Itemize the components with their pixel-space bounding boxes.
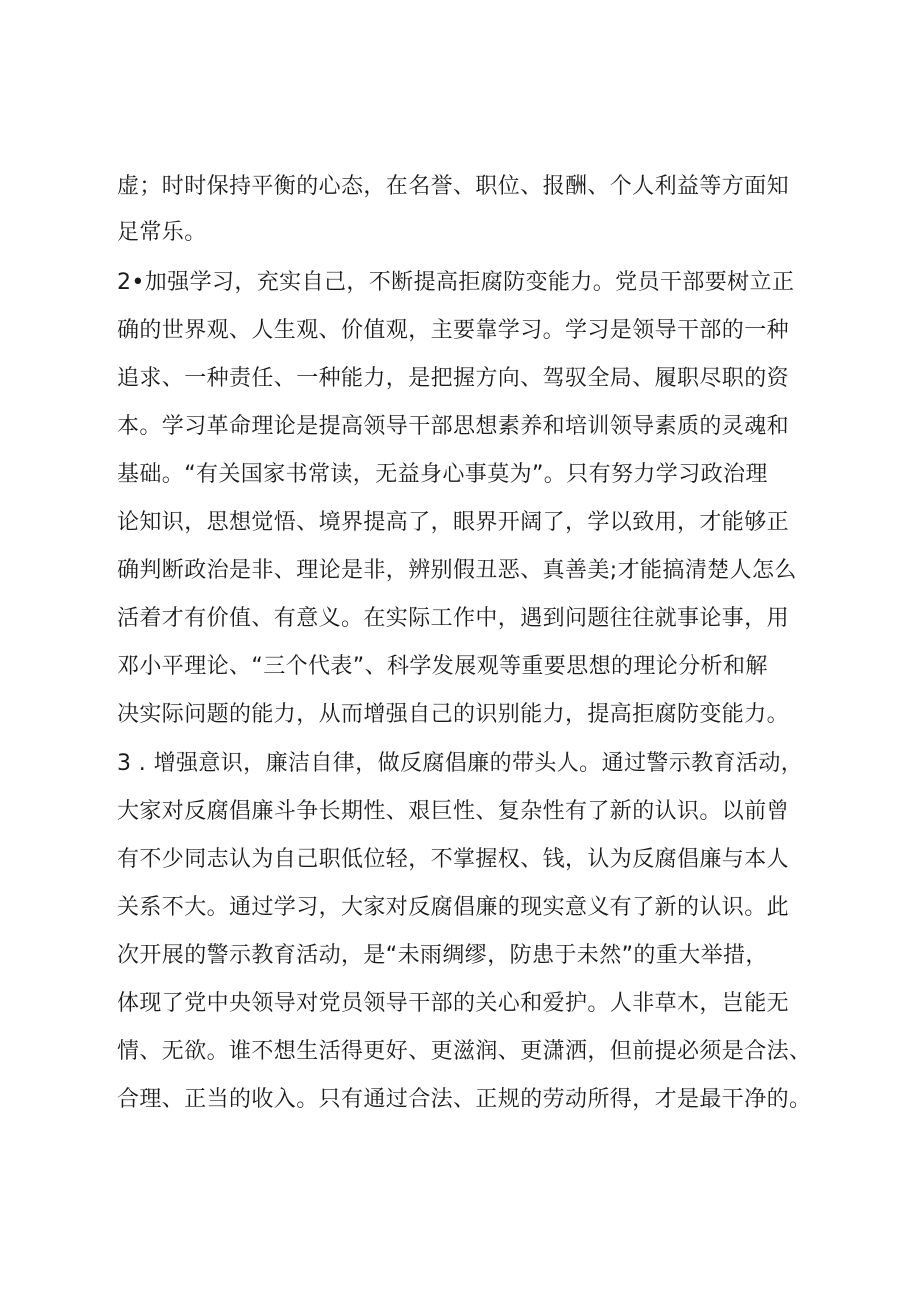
text-line: 邓小平理论、“三个代表”、科学发展观等重要思想的理论分析和解 <box>117 654 768 679</box>
text-line: 论知识，思想觉悟、境界提高了，眼界开阔了，学以致用，才能够正 <box>117 510 790 535</box>
text-line: 确判断政治是非、理论是非，辨别假丑恶、真善美;才能搞清楚人怎么 <box>117 558 797 583</box>
text-line: 基础。“有关国家书常读，无益身心事莫为”。只有努力学习政治理 <box>117 462 768 487</box>
text-line: 情、无欲。谁不想生活得更好、更滋润、更潇洒，但前提必须是合法、 <box>117 1039 812 1064</box>
text-line: 本。学习革命理论是提高领导干部思想素养和培训领导素质的灵魂和 <box>117 414 790 439</box>
text-line: 追求、一种责任、一种能力，是把握方向、驾驭全局、履职尽职的资 <box>117 366 790 391</box>
text-line: 2•加强学习，充实自己，不断提高拒腐防变能力。党员干部要树立正 <box>117 270 795 295</box>
text-line: 3 . 增强意识，廉洁自律，做反腐倡廉的带头人。通过警示教育活动， <box>117 751 804 776</box>
text-line: 次开展的警示教育活动，是“未雨绸缪，防患于未然”的重大举措， <box>117 943 768 968</box>
text-line: 关系不大。通过学习，大家对反腐倡廉的现实意义有了新的认识。此 <box>117 895 790 920</box>
text-line: 合理、正当的收入。只有通过合法、正规的劳动所得，才是最干净的。 <box>117 1087 812 1112</box>
text-line: 确的世界观、人生观、价值观，主要靠学习。学习是领导干部的一种 <box>117 318 790 343</box>
text-line: 体现了党中央领导对党员领导干部的关心和爱护。人非草木，岂能无 <box>117 991 790 1016</box>
text-line: 足常乐。 <box>117 220 207 245</box>
text-line: 活着才有价值、有意义。在实际工作中，遇到问题往往就事论事，用 <box>117 606 790 631</box>
text-line: 大家对反腐倡廉斗争长期性、艰巨性、复杂性有了新的认识。以前曾 <box>117 799 790 824</box>
text-line: 有不少同志认为自己职低位轻，不掌握权、钱，认为反腐倡廉与本人 <box>117 847 790 872</box>
text-line: 虚；时时保持平衡的心态，在名誉、职位、报酬、个人利益等方面知 <box>117 174 790 199</box>
text-line: 决实际问题的能力，从而增强自己的识别能力，提高拒腐防变能力。 <box>117 702 790 727</box>
